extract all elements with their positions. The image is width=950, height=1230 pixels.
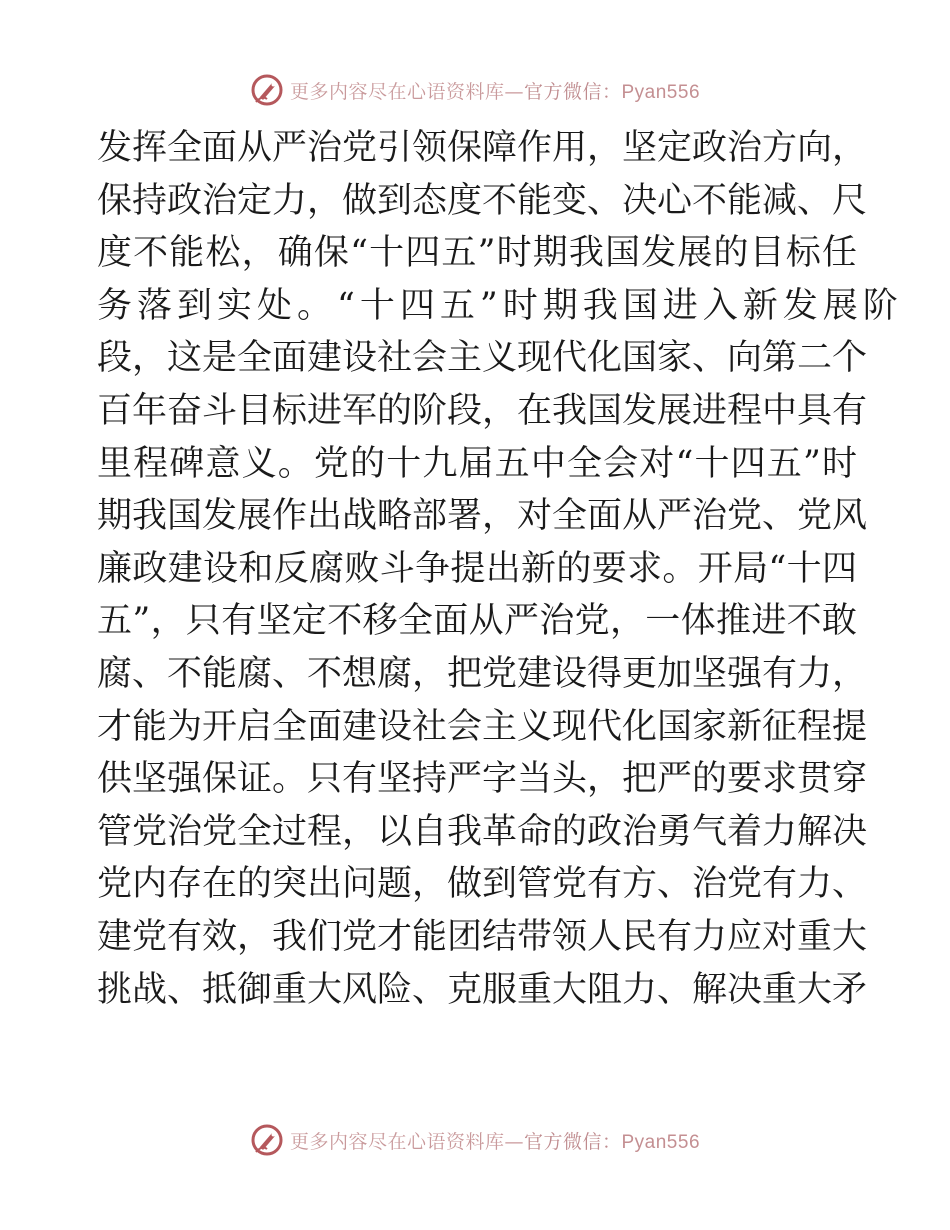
watermark-dash: — (504, 1130, 524, 1153)
watermark-site-text: 更多内容尽在心语资料库 (289, 80, 505, 103)
watermark-wechat-label: 官方微信： (523, 1130, 622, 1153)
header-watermark (0, 70, 950, 110)
text-line: 务落到实处。“十四五”时期我国进入新发展阶 (97, 285, 903, 326)
body-paragraph (97, 122, 903, 1016)
text-line: 里程碑意义。党的十九届五中全会对“十四五”时 (97, 443, 857, 484)
text-line: 百年奋斗目标进军的阶段，在我国发展进程中具有 (97, 390, 868, 431)
watermark-site-text: 更多内容尽在心语资料库 (289, 1130, 505, 1153)
pen-nib-circle-icon (250, 1123, 284, 1157)
text-line: 期我国发展作出战略部署，对全面从严治党、党风 (97, 496, 868, 537)
text-line: 党内存在的突出问题，做到管党有方、治党有力、 (97, 864, 868, 905)
watermark-text (290, 77, 700, 104)
watermark-wechat-label: 官方微信： (523, 80, 622, 103)
pen-nib-circle-icon (250, 73, 284, 107)
text-line: 保持政治定力，做到态度不能变、决心不能减、尺 (97, 180, 868, 221)
text-line: 建党有效，我们党才能团结带领人民有力应对重大 (97, 916, 868, 957)
text-line: 五”，只有坚定不移全面从严治党，一体推进不敢 (97, 601, 857, 642)
text-line: 腐、不能腐、不想腐，把党建设得更加坚强有力， (97, 653, 868, 694)
text-line: 管党治党全过程，以自我革命的政治勇气着力解决 (97, 811, 868, 852)
text-line: 挑战、抵御重大风险、克服重大阻力、解决重大矛 (97, 969, 868, 1010)
watermark-text (290, 1127, 700, 1154)
text-line: 段，这是全面建设社会主义现代化国家、向第二个 (97, 338, 868, 379)
text-line: 发挥全面从严治党引领保障作用，坚定政治方向， (97, 128, 868, 168)
text-line: 度不能松，确保“十四五”时期我国发展的目标任 (97, 233, 857, 274)
watermark-dash: — (504, 80, 524, 103)
text-line: 供坚强保证。只有坚持严字当头，把严的要求贯穿 (97, 759, 868, 800)
footer-watermark (0, 1120, 950, 1160)
watermark-wechat-id: Pyan556 (621, 81, 701, 103)
text-line: 廉政建设和反腐败斗争提出新的要求。开局“十四 (97, 548, 857, 589)
watermark-wechat-id: Pyan556 (621, 1131, 701, 1153)
text-line: 才能为开启全面建设社会主义现代化国家新征程提 (97, 706, 868, 747)
